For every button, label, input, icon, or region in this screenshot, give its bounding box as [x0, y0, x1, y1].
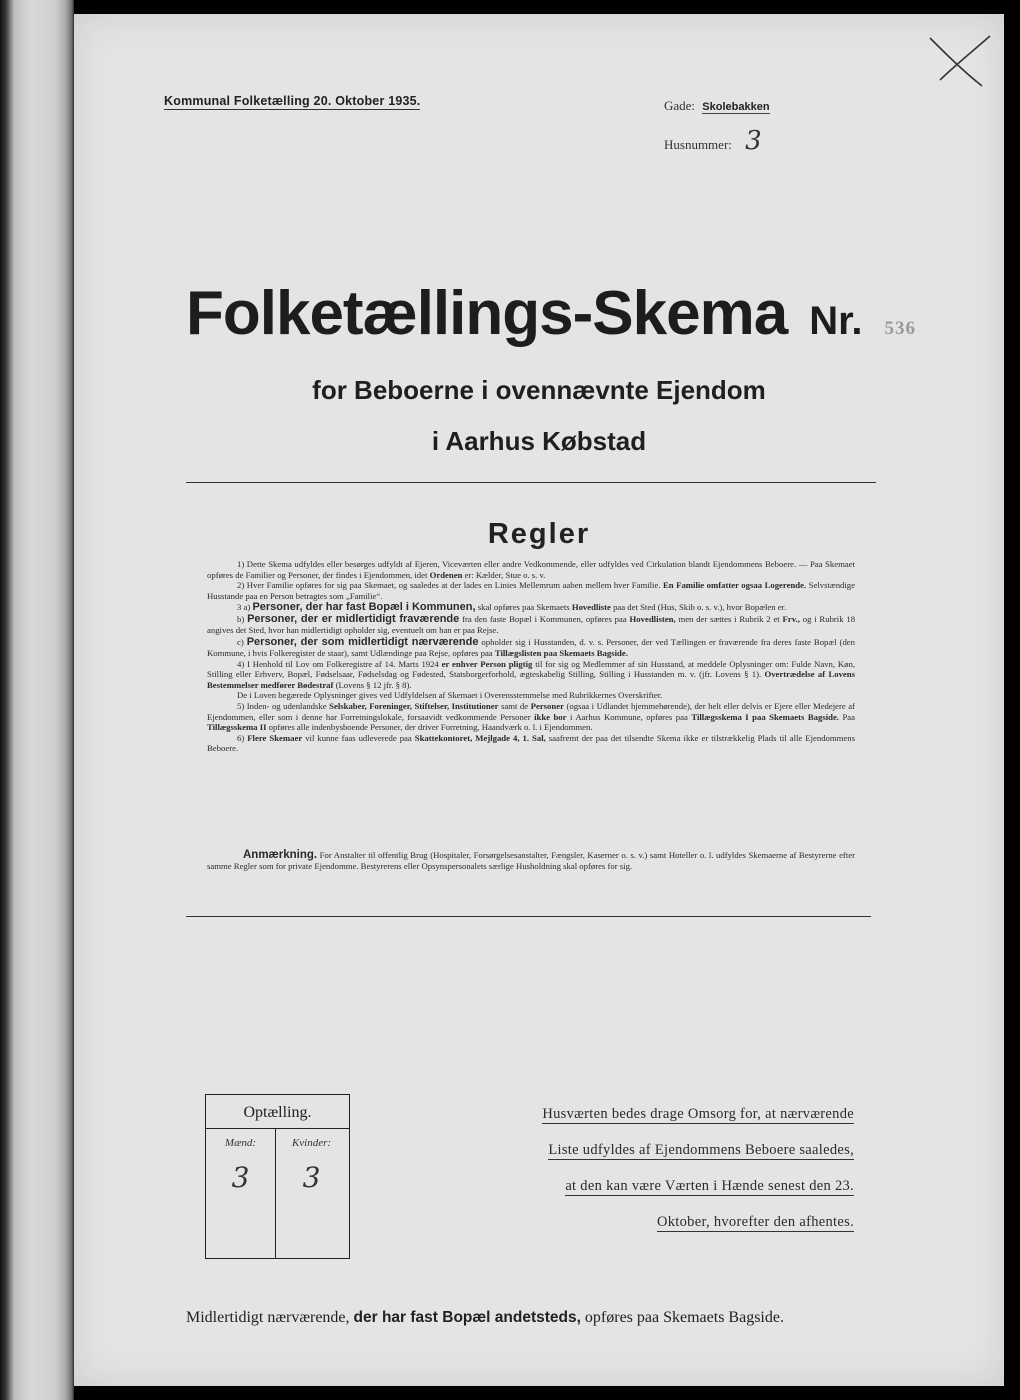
census-heading: Kommunal Folketælling 20. Oktober 1935.: [164, 94, 421, 108]
form-title-main: Folketællings-Skema: [186, 279, 788, 348]
count-box: [205, 1094, 350, 1259]
rule-5-bold: Selskaber, Foreninger, Stiftelser, Institutioner: [329, 700, 499, 711]
street-value: Skolebakken: [702, 101, 770, 113]
count-divider: [275, 1129, 276, 1258]
rule-6-num: 6): [237, 732, 245, 743]
notice-line-2: Liste udfyldes af Ejendommens Beboere saaledes,: [548, 1142, 854, 1158]
house-number-label: Husnummer:: [664, 137, 732, 152]
rule-5-text-3: (ogsaa i Udlandet hjemmehørende), der helt eller delvis er Ejere eller Medejere af Ejendommen, eller som i denne har Forretningslokale, forsaavidt vedkommende Personer: [207, 700, 856, 722]
form-subtitle-1: for Beboerne i ovennævnte Ejendom: [312, 375, 766, 405]
rule-3b: [207, 613, 855, 636]
rule-3a-end: paa det Sted (Hus, Skib o. s. v.), hvor Bopælen er.: [613, 602, 787, 613]
rule-2-text: 2) Hver Familie opføres for sig paa Skemaet, og saaledes at der lades en Linies Mellemrum aaben mellem hver Familie.: [237, 580, 661, 591]
remark-heading: Anmærkning.: [243, 849, 318, 861]
rule-2-end: Selvstændige Husstande paa en Person betragtes som „Familie“.: [207, 580, 856, 601]
women-count: 3: [302, 1161, 321, 1194]
count-title: Optælling.: [206, 1095, 349, 1129]
rule-3c-bold: Personer, der som midlertidigt nærværende: [246, 635, 479, 648]
street-label: Gade:: [664, 98, 696, 113]
rules-heading: Regler: [487, 518, 591, 550]
rule-6-end: saafremt der paa det tilsendte Skema ikke er tilstrækkelig Plads til alle Ejendommens Beboere.: [207, 732, 855, 754]
rule-4-penalty: Overtrædelse af Lovens Bestemmelser medfører Bødestraf: [207, 669, 856, 690]
rule-3a-bold: Personer, der har fast Bopæl i Kommunen,: [252, 601, 476, 614]
form-subtitle-2: i Aarhus Købstad: [431, 426, 647, 456]
house-number-value: 3: [745, 126, 762, 156]
notice-line-3: at den kan være Værten i Hænde senest den 23.: [565, 1178, 854, 1194]
rule-3a: [207, 601, 855, 613]
rule-5-schedule-1: Tillægsskema I paa Skemaets Bagside.: [691, 711, 839, 722]
rule-3a-num: 3 a): [237, 602, 251, 613]
rule-6-office: Skattekontoret, Mejlgade 4, 1. Sal,: [414, 732, 546, 743]
form-number-value: 536: [884, 318, 917, 339]
footer-note: [186, 1309, 886, 1327]
rule-5-text-5: Paa: [842, 711, 855, 722]
rule-4-bold: er enhver Person pligtig: [441, 658, 533, 669]
rule-1-text: 1) Dette Skema udfyldes eller besørges udfyldt af Ejeren, Viceværten eller andre Vedkommende, eller udfyldes ved Cirkulation blandt Ejendommens Beboere. — Paa Skemaet opføres de Familier og Personer, der findes i Ejendommen, idet: [207, 559, 855, 580]
house-number-row: [664, 126, 762, 156]
rule-5-text-4: i Aarhus Kommune, opføres paa: [569, 711, 688, 722]
footer-part-3: opføres paa Skemaets Bagside.: [584, 1309, 784, 1326]
rule-5-end: opføres alle indenbysboende Personer, der driver Forretning, Haandværk o. l. i Ejendommen.: [268, 722, 593, 733]
rule-5-text: 5) Inden- og udenlandske: [237, 700, 327, 711]
rule-2-bold: En Familie omfatter ogsaa Logerende.: [663, 580, 807, 591]
rule-5-persons: Personer: [530, 700, 564, 711]
rule-3b-num: b): [237, 614, 245, 625]
remark-block: [207, 849, 855, 872]
rule-6-bold: Flere Skemaer: [247, 732, 303, 743]
rules-text: [207, 559, 855, 754]
divider-top: [186, 482, 876, 483]
rule-3b-list: Hovedlisten,: [629, 614, 676, 625]
rule-4-cont: De i Loven begærede Oplysninger gives ved Udfyldelsen af Skemaet i Overensstemmelse med Rubrikkernes Overskrifter.: [237, 690, 663, 701]
book-spine: [0, 0, 74, 1400]
men-count: 3: [231, 1161, 250, 1194]
men-label: Mænd:: [224, 1137, 257, 1149]
notice-line-4: Oktober, hvorefter den afhentes.: [656, 1214, 854, 1230]
rule-5-schedule-2: Tillægsskema II: [207, 722, 267, 733]
form-number-label: Nr.: [809, 299, 863, 343]
census-form-page: [74, 14, 1004, 1386]
rule-3c: [207, 636, 855, 659]
rule-3b-bold: Personer, der er midlertidigt fraværende: [247, 613, 460, 626]
rule-5-text-2: samt de: [500, 700, 529, 711]
divider-bottom: [186, 916, 871, 917]
rule-5-not-live: ikke bor: [534, 711, 567, 722]
remark-text: For Anstalter til offentlig Brug (Hospitaler, Forsørgelsesanstalter, Fængsler, Kaserner o. s. v.) samt Hoteller o. l. udfyldes Skemaerne af Bestyrerne efter samme Regler som for private Ejendomme. Bestyrerens eller Opsynspersonalets særlige Husholdning skal opføres for sig.: [207, 850, 855, 871]
rule-3b-end: og i Rubrik 18 angives det Sted, hvor han midlertidigt opholder sig, eventuelt om han er paa Rejse.: [207, 614, 856, 636]
rule-3a-text: skal opføres paa Skemaets: [477, 602, 570, 613]
rule-4-ref: (Lovens § 12 jfr. § 8).: [335, 679, 412, 690]
landlord-notice: [494, 1106, 854, 1250]
rule-5: [207, 701, 855, 733]
rule-4: [207, 659, 855, 691]
rule-1-bold: Ordenen: [429, 569, 463, 580]
rule-1-end: er: Kælder, Stue o. s. v.: [464, 569, 546, 580]
rule-3c-num: c): [237, 636, 244, 647]
notice-line-1: Husværten bedes drage Omsorg for, at nærværende: [542, 1106, 854, 1122]
rule-4-text-2: til for sig og Medlemmer af sin Husstand, at meddele Oplysninger om: Fulde Navn, Køn, Stilling eller Erhverv, Bopæl, Fødselsaar, Fødselsdag og Fødested, Statsborgerforhold, ægteskabelig Stilling, Stilling i Husstanden m. v. (jfr. Lovens § 1).: [207, 658, 856, 680]
form-title: [186, 278, 916, 349]
pen-x-mark-icon: [924, 34, 994, 90]
rule-2: [207, 580, 855, 601]
rule-6: [207, 733, 855, 754]
footer-part-2: der har fast Bopæl andetsteds,: [353, 1309, 581, 1326]
rule-3c-list: Tillægslisten paa Skemaets Bagside.: [494, 647, 628, 658]
street-row: [664, 98, 770, 114]
rule-3b-text: fra den faste Bopæl i Kommunen, opføres paa: [462, 614, 627, 625]
rule-4-text: 4) I Henhold til Lov om Folkeregistre af 14. Marts 1924: [237, 658, 439, 669]
footer-part-1: Midlertidigt nærværende,: [186, 1309, 350, 1326]
rule-3b-frv: Frv.,: [782, 614, 800, 625]
rule-3a-list: Hovedliste: [571, 602, 611, 613]
rule-3c-text: opholder sig i Husstanden, d. v. s. Personer, der ved Tællingen er fraværende fra deres faste Bopæl (den Kommune, i hvis Folkeregister de staar), samt Udlændinge paa Rejse, opføres paa: [207, 636, 855, 658]
rule-6-text: vil kunne faas udleverede paa: [305, 732, 412, 743]
rule-1: [207, 559, 855, 580]
women-label: Kvinder:: [291, 1137, 332, 1149]
rule-3b-text-2: men der sættes i Rubrik 2 et: [678, 614, 780, 625]
